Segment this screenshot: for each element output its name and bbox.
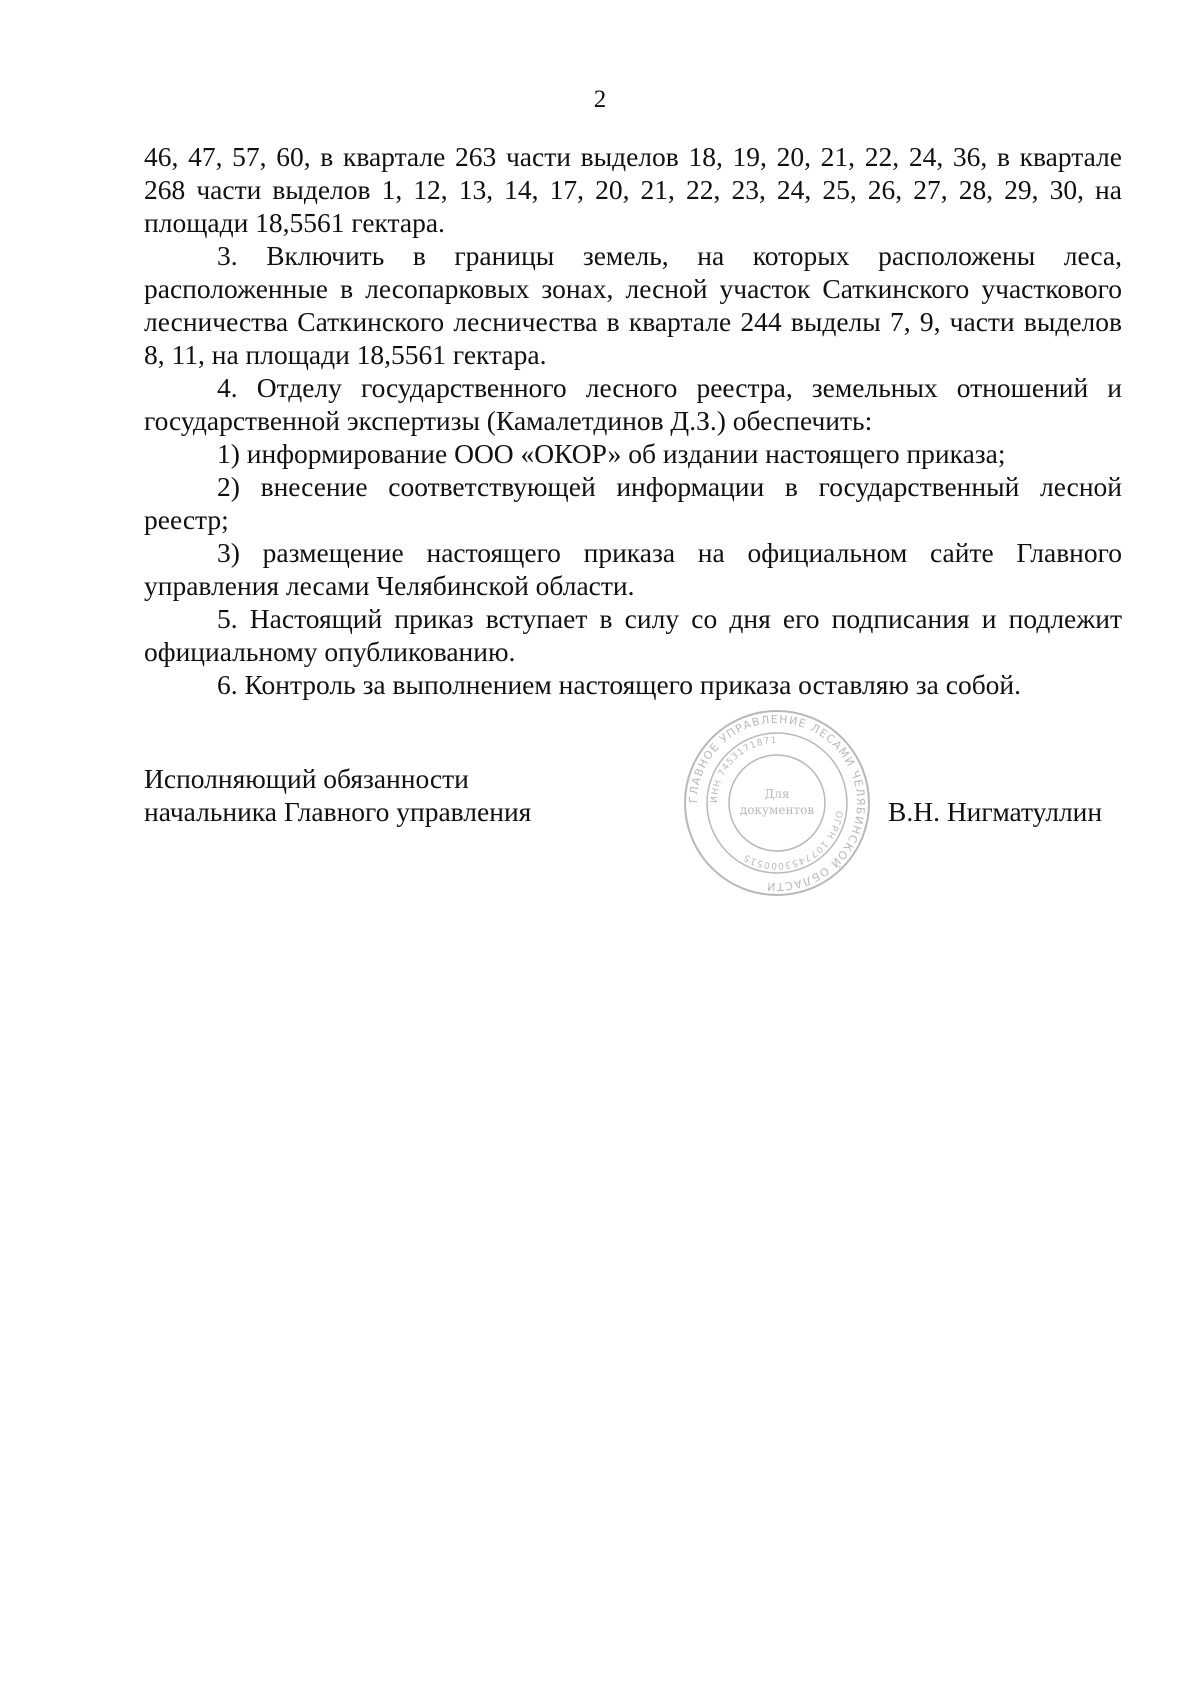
stamp-center-line2: документов: [739, 803, 815, 817]
stamp-inn-text: ИНН 7453171871: [709, 735, 778, 804]
stamp-outer-text: ГЛАВНОЕ УПРАВЛЕНИЕ ЛЕСАМИ ЧЕЛЯБИНСКОЙ ОБЛАСТИ: [686, 712, 868, 894]
paragraph-subitem-3: 3) размещение настоящего приказа на официальном сайте Главного управления лесами Челябинской области.: [144, 537, 1122, 601]
stamp-ogrn-text: ОГРН 1077453000515: [741, 809, 844, 871]
paragraph-subitem-2: 2) внесение соответствующей информации в государственный лесной реестр;: [144, 471, 1122, 535]
signature-name: В.Н. Нигматуллин: [888, 796, 1103, 827]
signature-title-line1: Исполняющий обязанности: [144, 763, 469, 794]
paragraph-item-6: 6. Контроль за выполнением настоящего приказа оставляю за собой.: [217, 669, 1022, 700]
document-body: [144, 140, 1122, 701]
paragraph-item-3: 3. Включить в границы земель, на которых расположены леса, расположенные в лесопарковых зонах, лесной участок Саткинского участкового лесничества Саткинского лесничества в квартале 244 выделы 7, 9, части выделов 8, 11, на площади 18,5561 гектара.: [144, 240, 1122, 370]
official-seal-stamp: [682, 708, 872, 898]
signature-title: [144, 762, 531, 828]
page-number: 2: [593, 86, 607, 113]
paragraph-item-5: 5. Настоящий приказ вступает в силу со дня его подписания и подлежит официальному опубликованию.: [144, 603, 1122, 667]
paragraph-continuation: 46, 47, 57, 60, в квартале 263 части выделов 18, 19, 20, 21, 22, 24, 36, в квартале 268 части выделов 1, 12, 13, 14, 17, 20, 21, 22, 23, 24, 25, 26, 27, 28, 29, 30, на площади 18,5561 гектара.: [144, 141, 1122, 238]
paragraph-item-4: 4. Отделу государственного лесного реестра, земельных отношений и государственной экспертизы (Камалетдинов Д.З.) обеспечить:: [144, 372, 1122, 436]
signature-title-line2: начальника Главного управления: [144, 796, 532, 827]
paragraph-subitem-1: 1) информирование ООО «ОКОР» об издании настоящего приказа;: [217, 438, 1006, 469]
stamp-center-line1: Для: [764, 787, 790, 801]
